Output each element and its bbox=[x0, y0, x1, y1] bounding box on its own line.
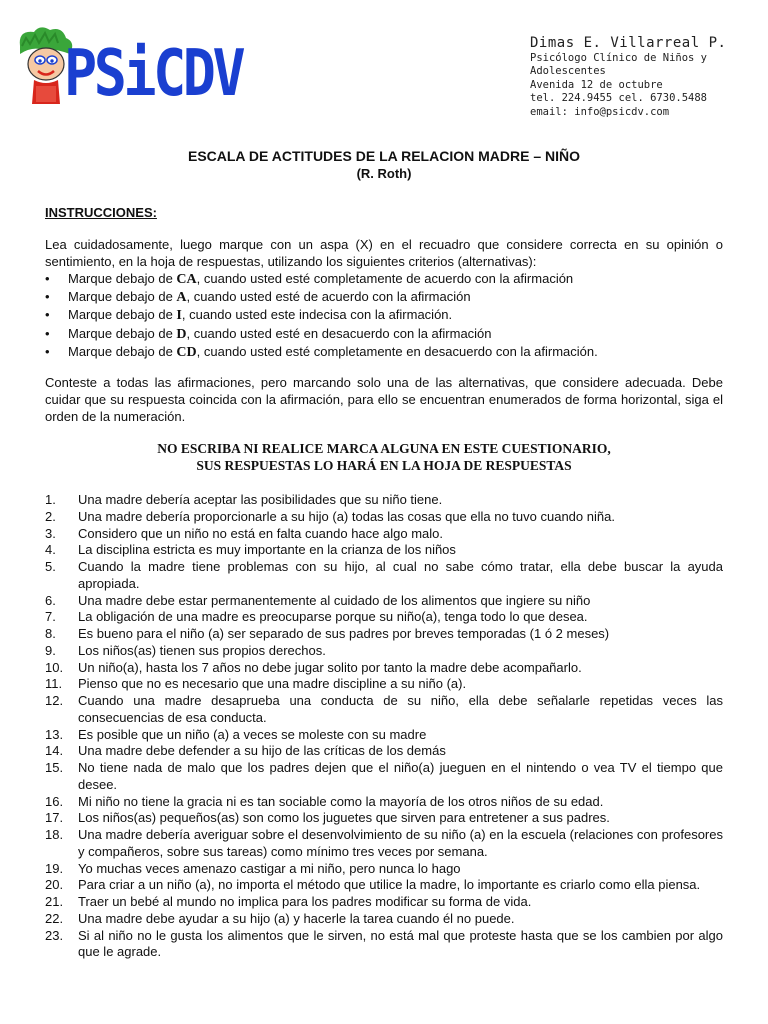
item-text: Cuando una madre desaprueba una conducta de su niño, ella debe señalarle repetidas veces las consecuencias de esa conducta. bbox=[78, 693, 723, 725]
warning-line: NO ESCRIBA NI REALICE MARCA ALGUNA EN ESTE CUESTIONARIO, bbox=[157, 441, 611, 456]
contact-block bbox=[530, 34, 762, 119]
item-number: 7. bbox=[45, 609, 56, 625]
criteria-list bbox=[45, 270, 723, 361]
criteria-text: Marque debajo de I, cuando usted este indecisa con la afirmación. bbox=[68, 307, 453, 324]
questionnaire-item bbox=[45, 911, 723, 928]
contact-email[interactable]: email: info@psicdv.com bbox=[530, 105, 670, 118]
item-number: 5. bbox=[45, 559, 56, 574]
item-text: Una madre debe defender a su hijo de las críticas de los demás bbox=[78, 743, 446, 759]
item-number: 11. bbox=[45, 676, 63, 692]
contact-name: Dimas E. Villarreal P. bbox=[530, 35, 727, 51]
item-number: 18. bbox=[45, 827, 64, 842]
item-number: 14. bbox=[45, 743, 64, 759]
item-text: Los niños(as) tienen sus propios derechos. bbox=[78, 642, 326, 658]
questionnaire-item bbox=[45, 660, 723, 677]
item-number: 16. bbox=[45, 793, 64, 809]
brand-wordmark: PSiCDV bbox=[64, 37, 243, 111]
document-author: (R. Roth) bbox=[356, 166, 412, 181]
item-number: 21. bbox=[45, 894, 64, 909]
questionnaire-item bbox=[45, 743, 723, 760]
questionnaire-item bbox=[45, 509, 723, 526]
questionnaire-item bbox=[45, 643, 723, 660]
criteria-code: CA bbox=[176, 272, 197, 287]
item-number: 2. bbox=[45, 508, 56, 524]
contact-address: Avenida 12 de octubre bbox=[530, 78, 663, 91]
instructions-heading: INSTRUCCIONES: bbox=[45, 205, 157, 220]
questionnaire-item bbox=[45, 760, 723, 794]
questionnaire-item bbox=[45, 559, 723, 593]
item-text: Un niño(a), hasta los 7 años no debe jugar solito por tanto la madre debe acompañarlo. bbox=[78, 659, 582, 675]
questionnaire-item bbox=[45, 794, 723, 811]
bullet-icon: • bbox=[45, 343, 50, 359]
item-number: 19. bbox=[45, 860, 64, 876]
item-text: Una madre debe ayudar a su hijo (a) y hacerle la tarea cuando él no puede. bbox=[78, 910, 515, 926]
item-text: No tiene nada de malo que los padres dejen que el niño(a) jueguen en el nintendo o vea TV el tiempo que desee. bbox=[78, 760, 723, 792]
questionnaire-item bbox=[45, 542, 723, 559]
questionnaire-item bbox=[45, 492, 723, 509]
bullet-icon: • bbox=[45, 325, 50, 341]
contact-phone: tel. 224.9455 cel. 6730.5488 bbox=[530, 92, 708, 105]
criteria-code: CD bbox=[176, 344, 197, 360]
questionnaire-item bbox=[45, 877, 723, 894]
warning-line: SUS RESPUESTAS LO HARÁ EN LA HOJA DE RESPUESTAS bbox=[196, 458, 572, 473]
questionnaire-item bbox=[45, 727, 723, 744]
item-text: Para criar a un niño (a), no importa el método que utilice la madre, lo importante es criarlo como ella piensa. bbox=[78, 877, 701, 893]
questionnaire-item bbox=[45, 526, 723, 543]
item-text: Mi niño no tiene la gracia ni es tan sociable como la mayoría de los otros niños de su edad. bbox=[78, 793, 604, 809]
psicdv-logo bbox=[14, 20, 254, 116]
item-number: 15. bbox=[45, 760, 64, 775]
questionnaire-item bbox=[45, 626, 723, 643]
item-text: Traer un bebé al mundo no implica para los padres modificar su forma de vida. bbox=[78, 894, 532, 909]
criteria-item bbox=[45, 270, 723, 288]
instructions-note: Conteste a todas las afirmaciones, pero marcando solo una de las alternativas, que considere adecuada. Debe cuidar que su respuesta coincida con la afirmación, para ello se encuentran enumerados de forma horizontal, siga el orden de la numeración. bbox=[45, 375, 723, 424]
questionnaire-item bbox=[45, 861, 723, 878]
item-number: 23. bbox=[45, 927, 64, 943]
questionnaire-item bbox=[45, 609, 723, 626]
contact-role: Psicólogo Clínico de Niños y bbox=[530, 52, 708, 64]
criteria-code: I bbox=[176, 308, 182, 324]
bullet-icon: • bbox=[45, 307, 50, 323]
item-text: Es posible que un niño (a) a veces se moleste con su madre bbox=[78, 726, 427, 742]
item-text: Una madre debe estar permanentemente al cuidado de los alimentos que ingiere su niño bbox=[78, 592, 591, 608]
questionnaire-item bbox=[45, 827, 723, 861]
criteria-text: Marque debajo de D, cuando usted esté en desacuerdo con la afirmación bbox=[68, 325, 492, 342]
instructions-intro: Lea cuidadosamente, luego marque con un aspa (X) en el recuadro que considere correcta en su opinión o sentimiento, en la hoja de respuestas, utilizando los siguientes criterios (alternativas): bbox=[45, 237, 723, 269]
item-text: Cuando la madre tiene problemas con su hijo, al cual no sabe cómo tratar, ella debe buscar la ayuda apropiada. bbox=[78, 559, 723, 591]
item-number: 17. bbox=[45, 810, 64, 826]
item-number: 13. bbox=[45, 726, 64, 742]
criteria-item bbox=[45, 306, 723, 324]
item-number: 4. bbox=[45, 542, 56, 558]
criteria-code: D bbox=[176, 326, 187, 342]
questionnaire-items bbox=[45, 492, 723, 961]
item-number: 20. bbox=[45, 877, 64, 893]
criteria-item bbox=[45, 343, 723, 361]
criteria-code: A bbox=[176, 290, 187, 306]
item-text: Una madre debería proporcionarle a su hijo (a) todas las cosas que ella no tuvo cuando niña. bbox=[78, 508, 615, 524]
questionnaire-item bbox=[45, 928, 723, 962]
item-number: 6. bbox=[45, 592, 56, 608]
questionnaire-item bbox=[45, 593, 723, 610]
item-text: Es bueno para el niño (a) ser separado de sus padres por breves temporadas (1 ó 2 meses) bbox=[78, 626, 610, 641]
item-number: 22. bbox=[45, 910, 64, 926]
criteria-text: Marque debajo de CD, cuando usted esté completamente en desacuerdo con la afirmación. bbox=[68, 343, 598, 360]
criteria-text: Marque debajo de A, cuando usted esté de acuerdo con la afirmación bbox=[68, 289, 471, 306]
questionnaire-item bbox=[45, 810, 723, 827]
item-number: 9. bbox=[45, 642, 56, 658]
questionnaire-item bbox=[45, 894, 723, 911]
item-text: Pienso que no es necesario que una madre discipline a su niño (a). bbox=[78, 676, 467, 692]
item-number: 8. bbox=[45, 626, 56, 641]
criteria-item bbox=[45, 288, 723, 306]
bullet-icon: • bbox=[45, 289, 50, 305]
item-number: 1. bbox=[45, 492, 56, 507]
item-text: Considero que un niño no está en falta cuando hace algo malo. bbox=[78, 525, 443, 541]
item-text: Los niños(as) pequeños(as) son como los juguetes que sirven para entretener a sus padres. bbox=[78, 810, 610, 826]
item-number: 3. bbox=[45, 525, 56, 541]
contact-role-2: Adolescentes bbox=[530, 65, 606, 78]
item-number: 12. bbox=[45, 693, 64, 708]
item-text: La obligación de una madre es preocuparse porque su niño(a), tenga todo lo que desea. bbox=[78, 609, 588, 625]
item-text: Una madre debería averiguar sobre el desenvolvimiento de su niño (a) en la escuela (relaciones con profesores y compañeros, sobre sus tareas) como mínimo tres veces por semana. bbox=[78, 827, 723, 859]
questionnaire-item bbox=[45, 693, 723, 727]
warning-notice bbox=[0, 440, 768, 474]
questionnaire-item bbox=[45, 676, 723, 693]
criteria-item bbox=[45, 325, 723, 343]
item-number: 10. bbox=[45, 659, 64, 675]
item-text: Una madre debería aceptar las posibilidades que su niño tiene. bbox=[78, 492, 443, 507]
item-text: Si al niño no le gusta los alimentos que le sirven, no está mal que proteste hasta que se los cambien por algo que le agrade. bbox=[78, 927, 723, 960]
bullet-icon: • bbox=[45, 271, 50, 286]
criteria-text: Marque debajo de CA, cuando usted esté completamente de acuerdo con la afirmación bbox=[68, 271, 574, 287]
item-text: La disciplina estricta es muy importante en la crianza de los niños bbox=[78, 542, 456, 558]
item-text: Yo muchas veces amenazo castigar a mi niño, pero nunca lo hago bbox=[78, 860, 461, 876]
document-title: ESCALA DE ACTITUDES DE LA RELACION MADRE – NIÑO bbox=[187, 148, 580, 164]
